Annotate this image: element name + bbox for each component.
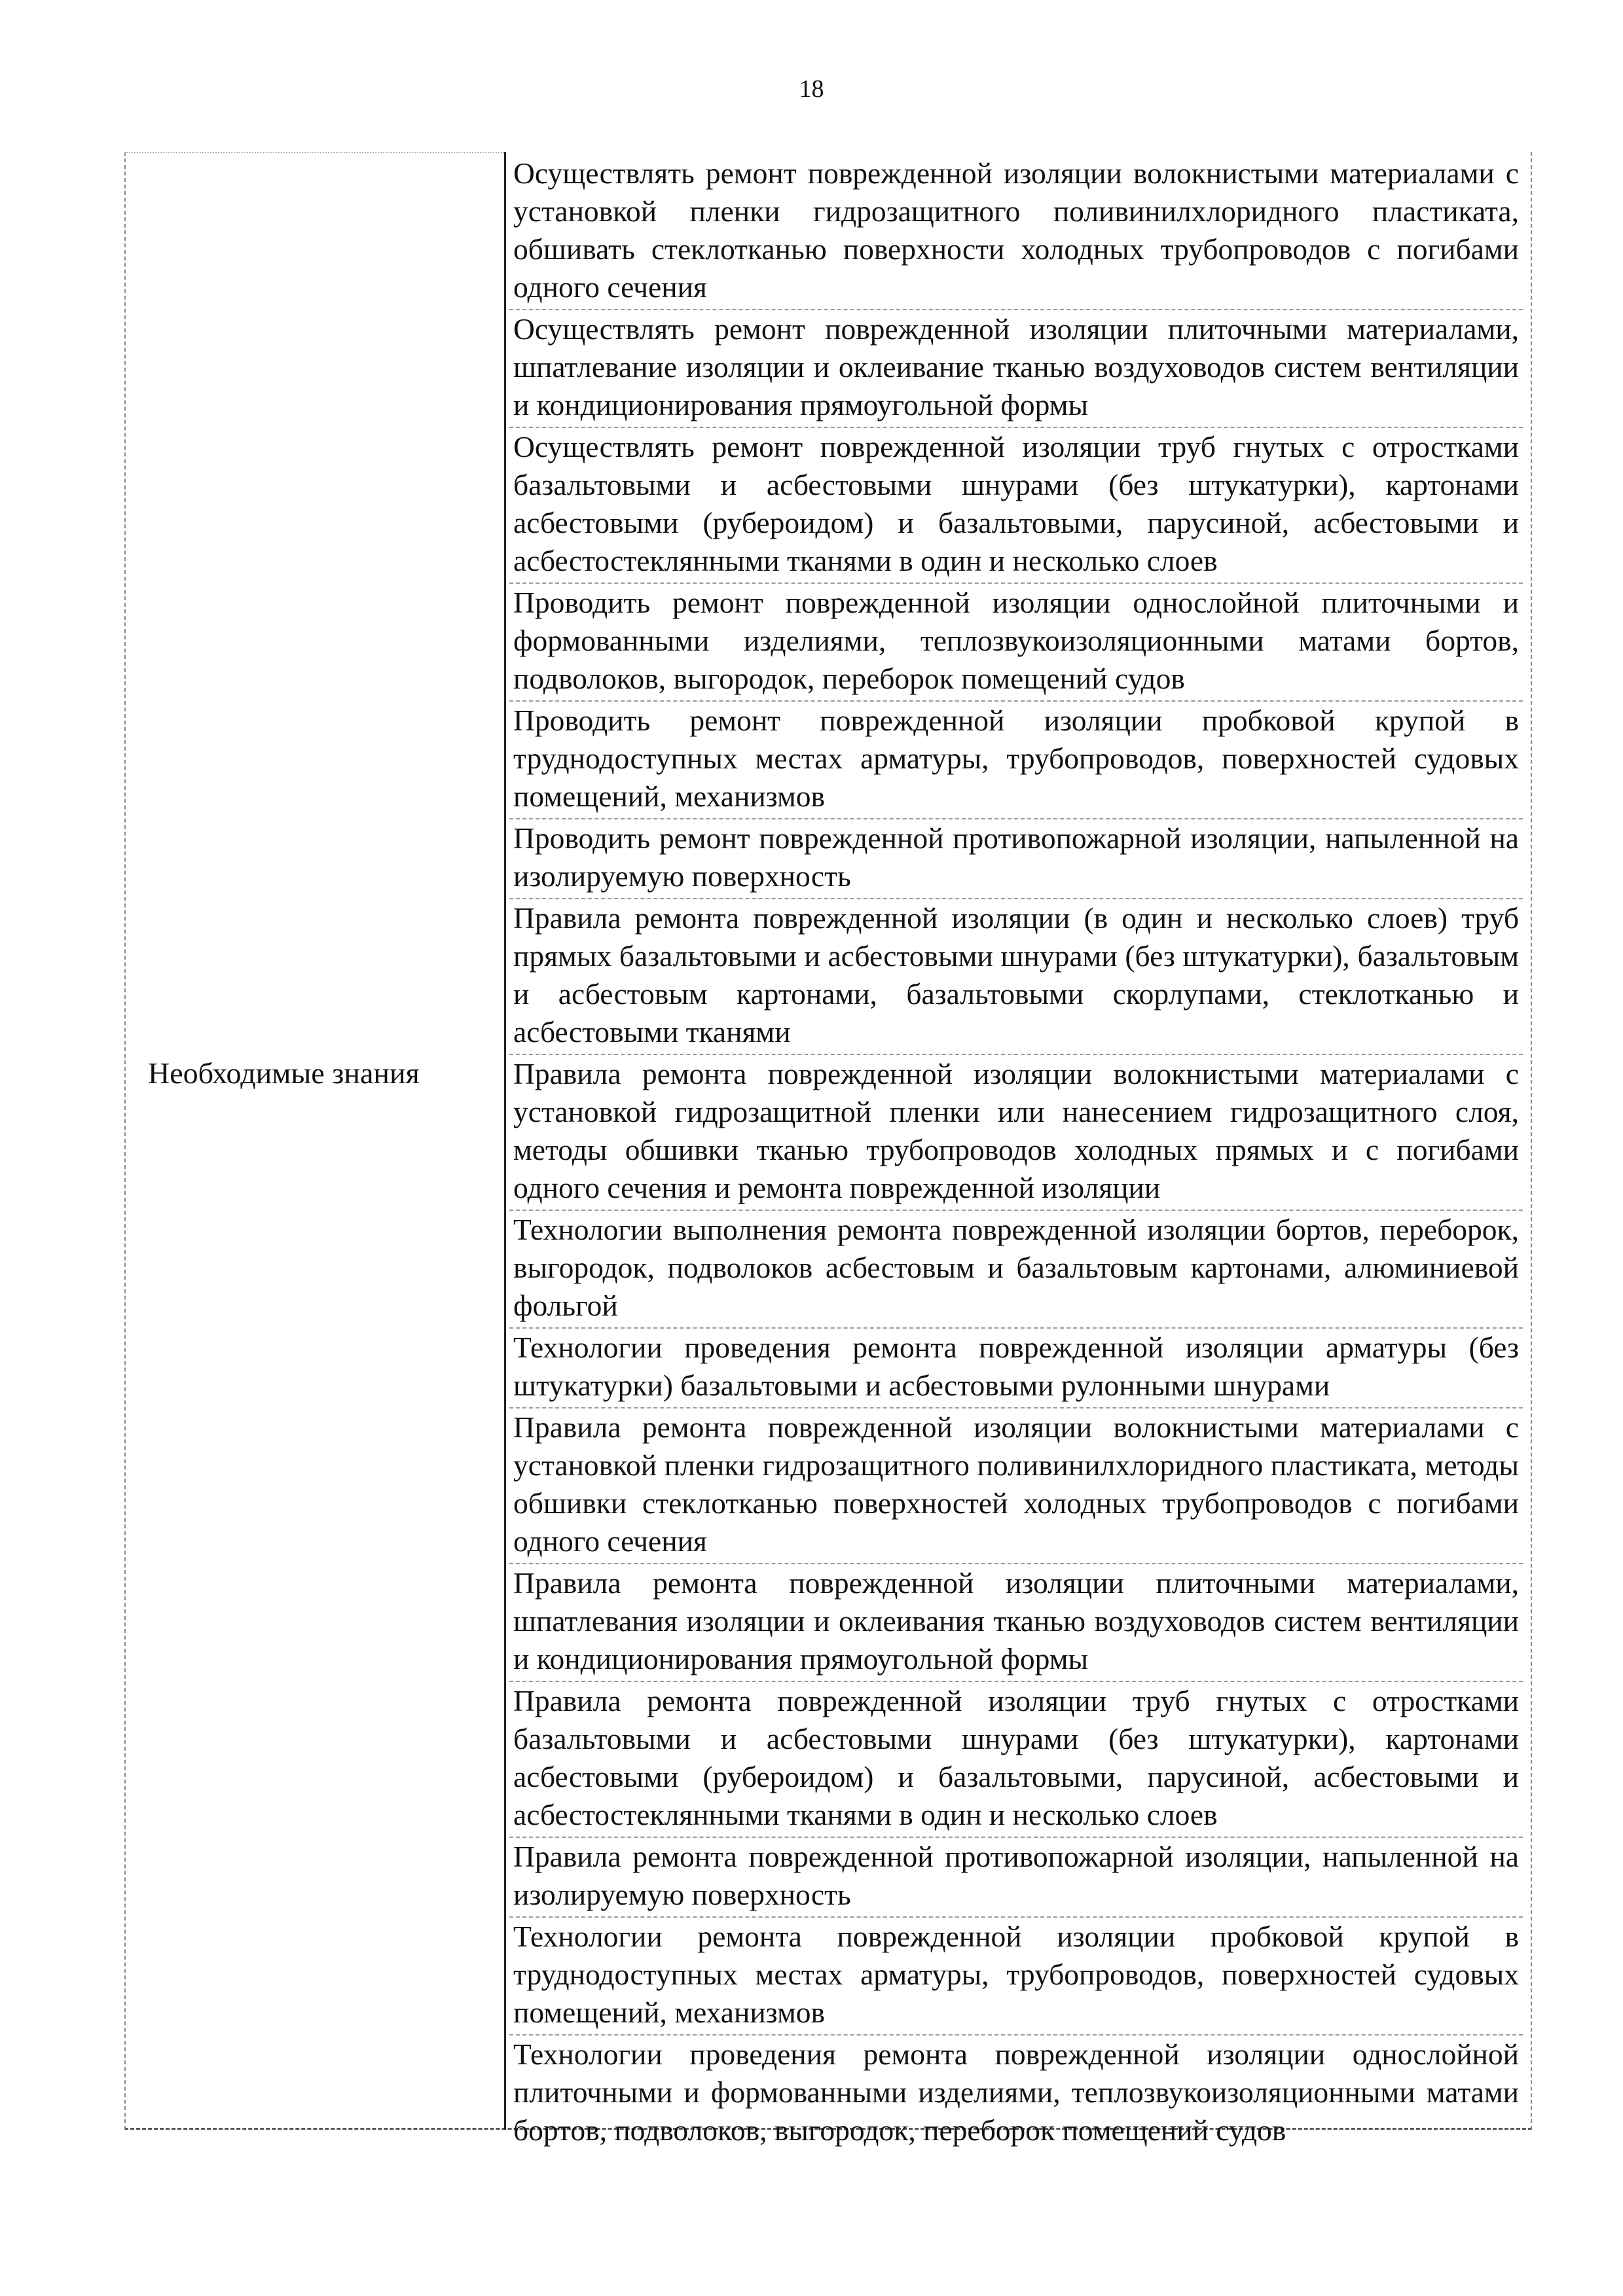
section-label-required-knowledge: Необходимые знания xyxy=(148,1056,420,1090)
skill-item: Осуществлять ремонт поврежденной изоляции плиточными материалами, шпатлевание изоляции и оклеивание тканью воздуховодов систем вентиляции и кондиционирования прямоугольной формы xyxy=(509,310,1523,428)
label-column xyxy=(124,152,504,2130)
skill-item: Осуществлять ремонт поврежденной изоляции труб гнутых с отростками базальтовыми и асбестовыми шнурами (без штукатурки), картонами асбестовыми (рубероидом) и базальтовыми, парусиной, асбестовыми и асбестостеклянными тканями в один и несколько слоев xyxy=(509,428,1523,584)
knowledge-item: Технологии выполнения ремонта поврежденной изоляции бортов, переборок, выгородок, подволоков асбестовым и базальтовым картонами, алюминиевой фольгой xyxy=(509,1211,1523,1329)
knowledge-item: Правила ремонта поврежденной изоляции (в один и несколько слоев) труб прямых базальтовыми и асбестовыми шнурами (без штукатурки), базальтовым и асбестовым картонами, базальтовыми скорлупами, стеклотканью и асбестовыми тканями xyxy=(509,899,1523,1055)
knowledge-item: Правила ремонта поврежденной изоляции труб гнутых с отростками базальтовыми и асбестовыми шнурами (без штукатурки), картонами асбестовыми (рубероидом) и базальтовыми, парусиной, асбестовыми и асбестостеклянными тканями в один и несколько слоев xyxy=(509,1682,1523,1838)
skill-item: Проводить ремонт поврежденной изоляции пробковой крупой в труднодоступных местах арматуры, трубопроводов, поверхностей судовых помещений, механизмов xyxy=(509,702,1523,819)
knowledge-item: Технологии ремонта поврежденной изоляции пробковой крупой в труднодоступных местах арматуры, трубопроводов, поверхностей судовых помещений, механизмов xyxy=(509,1918,1523,2036)
skill-item: Проводить ремонт поврежденной противопожарной изоляции, напыленной на изолируемую поверхность xyxy=(509,819,1523,899)
knowledge-item: Технологии проведения ремонта поврежденной изоляции однослойной плиточными и формованными изделиями, теплозвукоизоляционными матами бортов, подволоков, выгородок, переборок помещений судов xyxy=(513,2037,1519,2147)
knowledge-item: Технологии проведения ремонта поврежденной изоляции арматуры (без штукатурки) базальтовыми и асбестовыми рулонными шнурами xyxy=(509,1329,1523,1408)
content-column xyxy=(509,154,1523,2152)
knowledge-item: Правила ремонта поврежденной изоляции волокнистыми материалами с установкой пленки гидрозащитного поливинилхлоридного пластиката, методы обшивки стеклотканью поверхностей холодных трубопроводов с погибами одного сечения xyxy=(509,1408,1523,1564)
knowledge-item: Правила ремонта поврежденной противопожарной изоляции, напыленной на изолируемую поверхность xyxy=(509,1838,1523,1918)
skill-item: Осуществлять ремонт поврежденной изоляции волокнистыми материалами с установкой пленки гидрозащитного поливинилхлоридного пластиката, обшивать стеклотканью поверхности холодных трубопроводов с погибами одного сечения xyxy=(509,154,1523,310)
column-divider xyxy=(504,152,506,2130)
page-number: 18 xyxy=(799,75,824,103)
knowledge-item: Правила ремонта поврежденной изоляции волокнистыми материалами с установкой гидрозащитной пленки или нанесением гидрозащитного слоя, методы обшивки тканью трубопроводов холодных прямых и с погибами одного сечения и ремонта поврежденной изоляции xyxy=(509,1055,1523,1211)
knowledge-item: Правила ремонта поврежденной изоляции плиточными материалами, шпатлевания изоляции и оклеивания тканью воздуховодов систем вентиляции и кондиционирования прямоугольной формы xyxy=(509,1564,1523,1682)
skill-item: Проводить ремонт поврежденной изоляции однослойной плиточными и формованными изделиями, теплозвукоизоляционными матами бортов, подволоков, выгородок, переборок помещений судов xyxy=(509,584,1523,702)
